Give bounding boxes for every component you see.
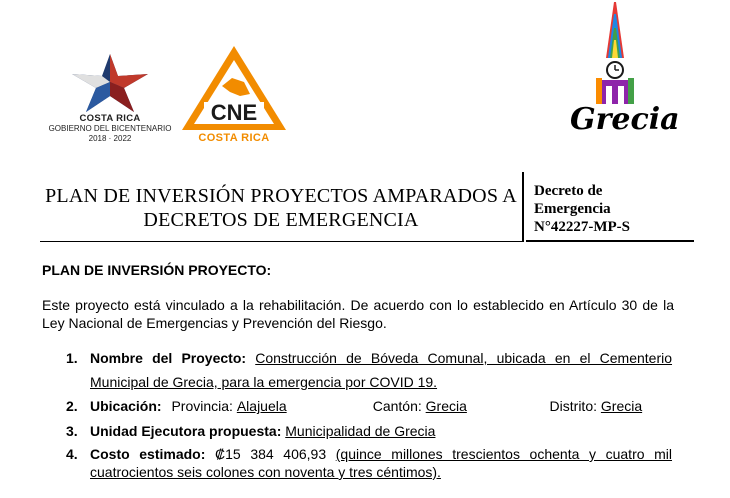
plan-title-line2: DECRETOS DE EMERGENCIA [143,208,419,231]
plan-title-line1: PLAN DE INVERSIÓN PROYECTOS AMPARADOS A [45,184,517,207]
section-heading: PLAN DE INVERSIÓN PROYECTO: [42,262,272,278]
plan-title-table [40,172,694,242]
cne-letters: CNE [210,100,258,125]
list-item-location [66,396,672,416]
district-value: Grecia [600,398,643,414]
plan-title [40,172,524,242]
estimated-cost-words: (quince millones trescientos ochenta y cuatro mil cuatrocientos seis colones con noventa y tres céntimos). [90,446,673,480]
decree-line2: Emergencia [534,201,611,217]
church-tower-icon [570,2,660,106]
canton-label: Cantón: [372,398,422,414]
estimated-cost-amount: ₡15 384 406,93 [215,446,327,462]
project-name-value: Construcción de Bóveda Comunal, ubicada en el Cementerio Municipal de Grecia, para la emergencia por COVID 19. [90,350,673,390]
item-number: 4. [66,446,78,462]
district-label: Distrito: [549,398,597,414]
canton-value: Grecia [425,398,467,414]
estimated-cost-label: Costo estimado: [90,446,206,462]
cne-logo [178,42,290,148]
cne-triangle-icon [178,42,290,134]
cr-logo-line3: 2018 · 2022 [88,134,132,143]
decree-info [526,172,694,242]
decree-line1: Decreto de [534,183,603,199]
executing-unit-value: Municipalidad de Grecia [285,423,436,439]
province-label: Provincia: [171,398,233,414]
grecia-wordmark: Grecia [570,102,680,137]
bicentenario-star-icon [68,52,152,114]
project-details-list [66,346,672,481]
cr-logo-line2: GOBIERNO DEL BICENTENARIO [48,124,172,133]
grecia-municipality-logo [570,2,680,158]
list-item-executing-unit [66,421,672,441]
project-name-label: Nombre del Proyecto: [90,350,247,366]
item-number: 3. [66,423,78,439]
item-number: 1. [66,350,78,366]
decree-number: N°42227-MP-S [534,219,630,235]
province-value: Alajuela [236,398,287,414]
logo-header [0,0,730,160]
cne-subtitle: COSTA RICA [198,132,270,144]
executing-unit-label: Unidad Ejecutora propuesta: [90,423,282,439]
cr-logo-line1: COSTA RICA [79,113,141,124]
location-label: Ubicación: [90,398,162,414]
intro-paragraph: Este proyecto está vinculado a la rehabilitación. De acuerdo con lo establecido en Artículo 30 de la Ley Nacional de Emergencias y Prevención del Riesgo. [42,297,674,331]
list-item-estimated-cost [66,445,672,481]
costa-rica-logo-text [40,114,180,144]
item-number: 2. [66,398,78,414]
costa-rica-government-logo [40,50,180,150]
list-item-project-name [66,346,672,394]
